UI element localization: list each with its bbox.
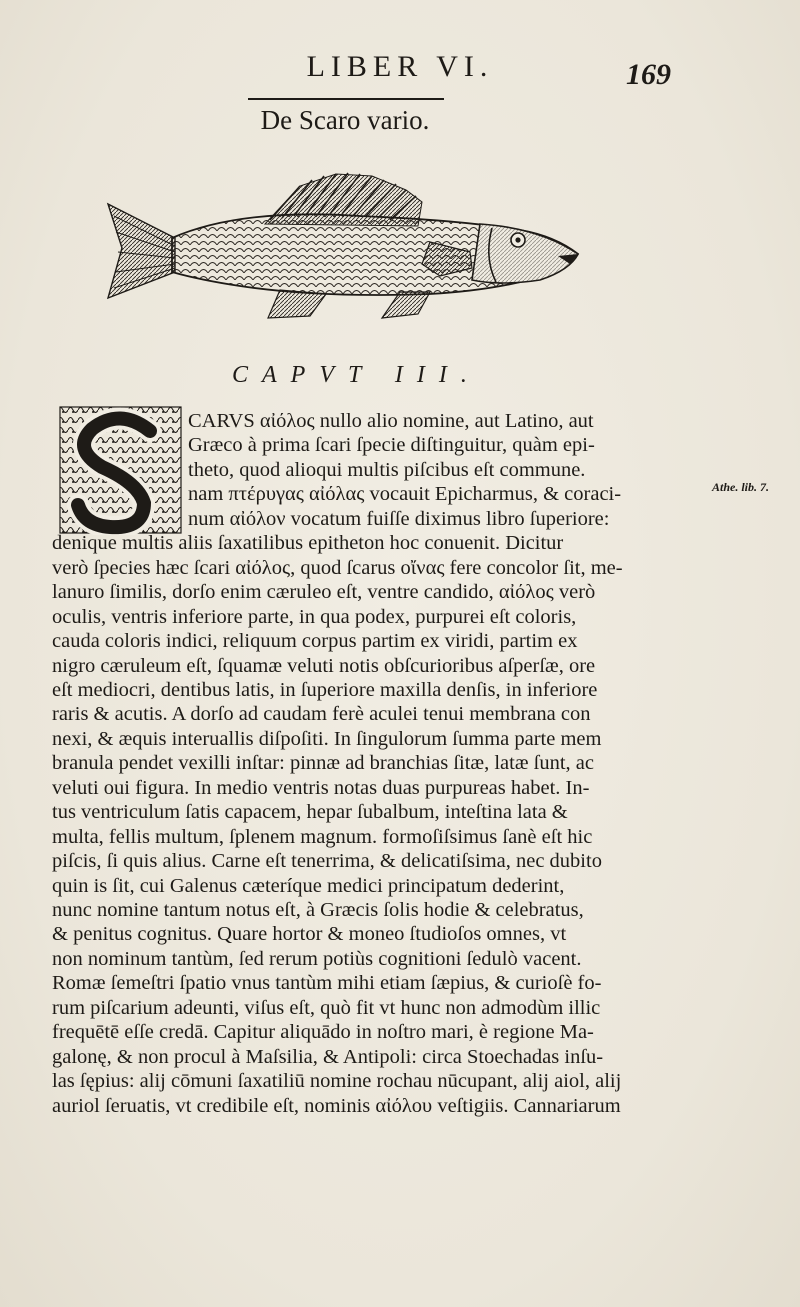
body-line: Græco à prima ſcari ſpecie diſtinguitur, quàm epi- — [188, 434, 595, 457]
body-line: Romæ ſemeſtri ſpatio vnus tantùm mihi etiam ſæpius, & curioſè fo- — [52, 972, 602, 995]
body-line: num αἰόλον vocatum fuiſſe diximus libro ſuperiore: — [188, 507, 610, 530]
body-line: las ſępius: alij cōmuni ſaxatiliū nomine rochau nūcupant, alij aiol, alij — [52, 1070, 622, 1093]
body-line: tus ventriculum ſatis capacem, hepar ſubalbum, inteſtina lata & — [52, 801, 568, 824]
body-line: verò ſpecies hæc ſcari αἰόλος, quod ſcarus οἴνας fere concolor ſit, me- — [52, 556, 623, 579]
body-line: lanuro ſimilis, dorſo enim cæruleo eſt, ventre candido, αἰόλος verò — [52, 581, 596, 604]
body-line: nunc nomine tantum notus eſt, à Græcis ſolis hodie & celebratus, — [52, 899, 584, 921]
body-line: veluti oui figura. In medio ventris notas duas purpureas habet. In- — [52, 776, 590, 799]
body-line: non nominum tantùm, ſed rerum potiùs cognitioni ſedulò vacent. — [52, 947, 582, 970]
section-title: De Scaro vario. — [260, 105, 430, 135]
body-line: oculis, ventris inferiore parte, in qua podex, purpurei eſt coloris, — [52, 605, 577, 628]
body-line: theto, quod alioqui multis piſcibus eſt commune. — [188, 458, 586, 481]
body-line: quin is ſit, cui Galenus cæteríque medici principatum dederint, — [52, 874, 565, 897]
body-line: nexi, & æquis interuallis diſpoſiti. In ſingulorum ſumma parte mem — [52, 727, 602, 750]
body-line: galonę, & non procul à Maſsilia, & Antipoli: circa Stoechadas inſu- — [52, 1045, 604, 1068]
body-line: eſt mediocri, dentibus latis, in ſuperiore maxilla denſis, in inferiore — [52, 678, 598, 701]
body-line: rum piſcarium adeunti, viſus eſt, quò fit vt hunc non admodùm illic — [52, 996, 601, 1019]
running-title: LIBER VI. — [306, 50, 494, 83]
body-line: branula pendet vexilli inſtar: pinnæ ad branchias ſitæ, latæ ſunt, ac — [52, 752, 594, 775]
body-line: & penitus cognitus. Quare hortor & moneo ſtudioſos omnes, vt — [52, 923, 567, 946]
page-number: 169 — [626, 58, 671, 91]
chapter-heading: CAPVT III. — [232, 362, 481, 388]
body-line: nam πτέρυγας αἰόλας vocauit Epicharmus, & coraci- — [188, 483, 622, 506]
body-line: CARVS αἰόλος nullo alio nomine, aut Latino, aut — [188, 410, 594, 432]
body-line: nigro cæruleum eſt, ſquamæ veluti notis obſcurioribus aſperſæ, ore — [52, 654, 596, 677]
body-line: denique multis aliis ſaxatilibus epitheton hoc conuenit. Dicitur — [52, 532, 564, 555]
body-line: multa, fellis multum, ſplenem magnum. formoſiſsimus ſanè eſt hic — [52, 825, 593, 848]
body-line: piſcis, ſi quis alius. Carne eſt tenerrima, & delicatiſsima, nec dubito — [52, 850, 602, 873]
body-line: raris & acutis. A dorſo ad caudam ferè aculei tenui membrana con — [52, 703, 591, 726]
body-line: auriol ſeruatis, vt credibile eſt, nominis αἰόλου veſtigiis. Cannariarum — [52, 1094, 621, 1117]
margin-note: Athe. lib. 7. — [712, 480, 770, 494]
body-line: cauda coloris indici, reliquum corpus partim ex viridi, partim ex — [52, 630, 578, 653]
body-line: frequētē eſſe credā. Capitur aliquādo in noſtro mari, è regione Ma- — [52, 1021, 594, 1044]
